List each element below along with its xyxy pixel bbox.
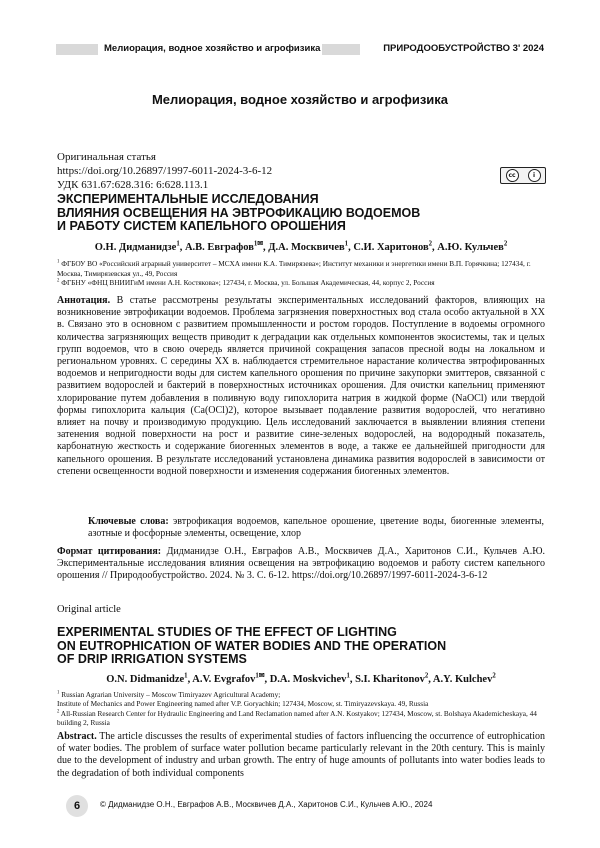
author: О.Н. Дидманидзе$^1$ [94,240,180,253]
affiliation: Institute of Mechanics and Power Engineering named after V.P. Goryachkin; 127434, Moscow, st. Timiryazevskaya. 49, Russia [57,699,429,709]
authors-ru: О.Н. Дидманидзе$^1$, А.В. Евграфов$^{1✉}$, Д.А. Москвичев$^1$, С.И. Харитонов$^2$, А.Ю. Кульчев$^2$ [94,240,508,253]
affiliations-ru [57,259,545,288]
abstract-text: В статье рассмотрены результаты экспериментальных исследований факторов, влияющих на возникновение эвтрофикации водоемов. Проблема загрязнения поверхностных вод стала особо актуальной в ХХ в. Связано это в основном с развитием промышленности и ростом городов. Поступление в водоемы огромного количества загрязняющих веществ приводит к деградации как отдельных компонентов экосистемы, так и целых групп водоемов, что в свою очередь является причиной сокращения запасов пресной воды на локальном и региональном уровнях. С середины ХХ в. наблюдается стремительное нарастание количества эвтрофированных водоемов и непригодности воды для систем капельного орошения по причине закупорки эмиттеров, связанной с развитием водорослей и бактерий в поверхностных источниках орошения. Для очистки капельниц применяют хлорирование путем добавления в поливную воду гипохлорита натрия в жидкой форме (NaOCl) или твердой формы гипохлорита кальция (Ca(OCl)2), которое вызывает подавление развития водорослей, что негативно влияет на почву и производимую продукцию. Цель исследований заключается в выявлении влияния степени затенения водной поверхности на рост и развитие сине-зеленых водорослей, на водородный показатель, карбонатную жесткость и содержание биогенных элементов в воде, а также ее дальнейшей пригодности для капельного орошения. В результате исследований установлена динамика развития водорослей в зависимости от степени освещенности водной поверхности и изменения содержания биогенных элементов. [57,295,546,477]
page-footer [56,795,544,817]
affiliation: $^1$ Russian Agrarian University – Moscow Timiryazev Agricultural Academy; [57,690,281,699]
author: D.A. Moskvichev$^1$ [269,672,350,685]
doi-link[interactable]: https://doi.org/10.26897/1997-6011-2024-3-6-12 [57,165,273,177]
abstract-text: The article discusses the results of experimental studies of factors influencing the occurrence of eutrophication of water bodies. The problem of surface water pollution became particularly relevant in the 20th century. This is mainly due to the development of industry and urban growth. The entry of huge amounts of pollutants into water bodies leads to the degradation of both individual components [57,731,545,779]
author: Д.А. Москвичев$^1$ [268,240,349,253]
abstract-label: Abstract. [57,731,97,742]
abstract-en [57,731,545,780]
authors-en: O.N. Didmanidze$^1$, A.V. Evgrafov$^{1✉}$, D.A. Moskvichev$^1$, S.I. Kharitonov$^2$, A.Y. Kulchev$^2$ [106,672,496,685]
attribution-icon: i [528,169,541,182]
article-title-ru [57,193,420,234]
running-header [56,38,544,64]
article-meta [57,150,272,192]
citation-ru [57,546,545,583]
keywords-ru [88,516,544,540]
affiliation: $^2$ All-Russian Research Center for Hydraulic Engineering and Land Reclamation named after A.N. Kostyakov; 127434, Moscow, st. Bolshaya Akademicheskaya, 44 building 2, Russia [57,708,537,727]
title-line: OF DRIP IRRIGATION SYSTEMS [57,652,247,666]
affiliation: $^1$ ФГБОУ ВО «Российский аграрный университет – МСХА имени К.А. Тимирязева»; Институт механики и энергетики имени В.П. Горячкина; 127434, г. Москва, Тимирязевская ул., 49, Россия [57,259,531,278]
author: А.В. Евграфов$^{1✉}$ [184,240,264,253]
section-title: Мелиорация, водное хозяйство и агрофизика [151,92,449,107]
title-line: И РАБОТУ СИСТЕМ КАПЕЛЬНОГО ОРОШЕНИЯ [57,219,346,233]
keywords-text: эвтрофикация водоемов, капельное орошение, цветение воды, биогенные элементы, азотные и фосфорные элементы, освещение, хлор [88,516,544,540]
cc-icon: cc [506,169,519,182]
title-line: ON EUTROPHICATION OF WATER BODIES AND THE OPERATION [57,638,447,653]
header-decor-bar [322,44,360,55]
abstract-label: Аннотация. [57,295,111,306]
author: С.И. Харитонов$^2$ [353,240,433,253]
citation-text: Дидманидзе О.Н., Евграфов А.В., Москвичев Д.А., Харитонов С.И., Кульчев А.Ю. Экспериментальные исследования влияния освещения на эвтрофикацию водоемов и работу систем капельного орошения // Природообустройство. 2024. № 3. С. 6-12. https://doi.org/10.26897/1997-6011-2024-3-6-12 [57,546,545,582]
citation-label: Формат цитирования: [57,546,162,557]
cc-license-badge[interactable] [500,167,546,184]
article-type-en: Original article [57,604,121,615]
author: A.V. Evgrafov$^{1✉}$ [192,672,265,685]
article-type: Оригинальная статья [57,151,156,163]
title-line: ЭКСПЕРИМЕНТАЛЬНЫЕ ИССЛЕДОВАНИЯ [57,192,319,206]
udk-code: УДК 631.67:628.316: 6:628.113.1 [57,179,209,191]
affiliations-en [57,690,545,727]
author: S.I. Kharitonov$^2$ [355,672,429,685]
header-decor-bar [56,44,98,55]
running-header-section: Мелиорация, водное хозяйство и агрофизика [104,43,321,54]
affiliation: $^2$ ФГБНУ «ФНЦ ВНИИГиМ имени А.Н. Костякова»; 127434, г. Москва, ул. Большая Академическая, 44, корпус 2, Россия [57,278,435,287]
title-line: ВЛИЯНИЯ ОСВЕЩЕНИЯ НА ЭВТРОФИКАЦИЮ ВОДОЕМОВ [57,205,421,220]
abstract-ru [57,295,545,478]
running-header-journal: ПРИРОДООБУСТРОЙСТВО 3' 2024 [383,43,544,54]
copyright-notice: © Дидманидзе О.Н., Евграфов А.В., Москвичев Д.А., Харитонов С.И., Кульчев А.Ю., 2024 [100,800,433,809]
author: O.N. Didmanidze$^1$ [106,672,188,685]
author: A.Y. Kulchev$^2$ [432,672,496,685]
keywords-label: Ключевые слова: [88,516,169,527]
author: А.Ю. Кульчев$^2$ [437,240,508,253]
article-title-en [57,626,446,667]
page-number: 6 [66,795,88,817]
title-line: EXPERIMENTAL STUDIES OF THE EFFECT OF LIGHTING [57,625,397,639]
